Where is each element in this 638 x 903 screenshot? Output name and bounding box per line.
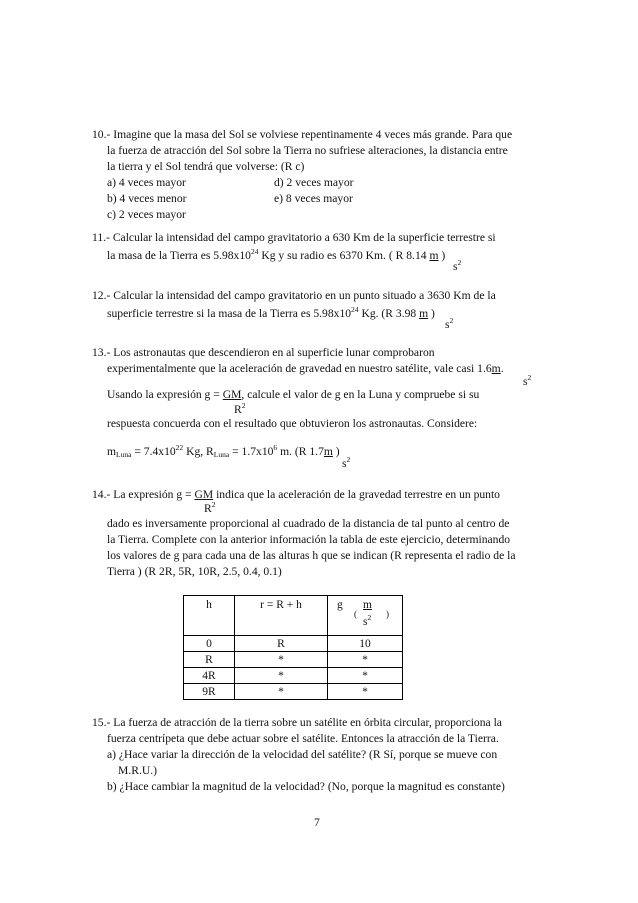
- q13-line-4: respuesta concuerda con el resultado que obtuvieron los astronautas. Considere:: [107, 417, 478, 430]
- header-g: g ( m $s^2$ ): [328, 596, 403, 636]
- q12-unit-denominator: $s^2$: [445, 316, 454, 331]
- q10-option-d: d) 2 veces mayor: [274, 176, 354, 189]
- q10-line-1: 10.- Imagine que la masa del Sol se volviese repentinamente 4 veces más grande. Para que: [92, 128, 513, 141]
- q13-line-2: experimentalmente que la aceleración de gravedad en nuestro satélite, vale casi 1.6m.: [107, 362, 504, 375]
- q12-line-1: 12.- Calcular la intensidad del campo gravitatorio en un punto situado a 3630 Km de la: [92, 289, 496, 302]
- table-header-row: [184, 596, 403, 636]
- q10-line-3: la tierra y el Sol tendrá que volverse: (R c): [107, 160, 305, 173]
- page-number: 7: [314, 816, 320, 829]
- q13-line-5-denominator: $s^2$: [342, 455, 351, 470]
- gravity-table: [183, 595, 403, 700]
- table-row: [184, 668, 403, 684]
- q14-line-1: 14.- La expresión g = GM indica que la aceleración de la gravedad terrestre en un punto: [92, 488, 500, 501]
- table-cell: *: [235, 684, 328, 700]
- header-r: r = R + h: [235, 596, 328, 636]
- table-cell: *: [235, 652, 328, 668]
- q14-formula-denominator: $R^2$: [204, 500, 216, 515]
- q13-formula-denominator: $R^2$: [234, 401, 246, 416]
- q10-option-e: e) 8 veces mayor: [274, 192, 353, 205]
- table-row: [184, 636, 403, 652]
- q10-option-b: b) 4 veces menor: [107, 192, 187, 205]
- q15-line-2: fuerza centrípeta que debe actuar sobre el satélite. Entonces la atracción de la Tierra.: [107, 732, 499, 745]
- q10-option-a: a) 4 veces mayor: [107, 176, 186, 189]
- header-h: h: [184, 596, 235, 636]
- table-cell: 10: [328, 636, 403, 652]
- q13-unit-denominator: $s^2$: [523, 373, 532, 388]
- table-cell: R: [184, 652, 235, 668]
- q11-line-2: la masa de la Tierra es $5.98x10^{24}$ Kg y su radio es 6370 Km. ( R 8.14 m ): [107, 247, 446, 262]
- q15-line-5: b) ¿Hace cambiar la magnitud de la velocidad? (No, porque la magnitud es constante): [107, 780, 505, 793]
- table-cell: 4R: [184, 668, 235, 684]
- table-cell: 0: [184, 636, 235, 652]
- q15-line-1: 15.- La fuerza de atracción de la tierra sobre un satélite en órbita circular, proporciona la: [92, 716, 502, 729]
- table-row: [184, 652, 403, 668]
- q14-line-3: la Tierra. Complete con la anterior información la tabla de este ejercicio, determinando: [107, 533, 511, 546]
- table-cell: 9R: [184, 684, 235, 700]
- q11-line-1: 11.- Calcular la intensidad del campo gravitatorio a 630 Km de la superficie terrestre si: [92, 231, 496, 244]
- table-cell: *: [328, 668, 403, 684]
- table-cell: *: [328, 684, 403, 700]
- q14-line-2: dado es inversamente proporcional al cuadrado de la distancia de tal punto al centro de: [107, 517, 510, 530]
- q14-line-5: Tierra ) (R 2R, 5R, 10R, 2.5, 0.4, 0.1): [107, 565, 282, 578]
- q15-line-3: a) ¿Hace variar la dirección de la velocidad del satélite? (R Sí, porque se mueve con: [107, 748, 498, 761]
- q12-line-2: superficie terrestre si la masa de la Tierra es $5.98x10^{24}$ Kg. (R 3.98 m ): [107, 305, 435, 320]
- q10-line-2: la fuerza de atracción del Sol sobre la Tierra no sufriese alteraciones, la distancia entre: [107, 144, 508, 157]
- q15-line-4: M.R.U.): [118, 764, 157, 777]
- q13-line-5: $m_{Luna} = 7.4x10^{22}$ Kg, $R_{Luna} = 1.7x10^6$ m. (R 1.7m ): [107, 443, 340, 459]
- q13-line-1: 13.- Los astronautas que descendieron en al superficie lunar comprobaron: [92, 346, 435, 359]
- q14-line-4: los valores de g para cada una de las alturas h que se indican (R representa el radio de la: [107, 549, 516, 562]
- table-cell: R: [235, 636, 328, 652]
- q13-line-3: Usando la expresión g = GM, calcule el valor de g en la Luna y compruebe si su: [107, 388, 480, 401]
- q11-unit-denominator: $s^2$: [453, 258, 462, 273]
- table-row: [184, 684, 403, 700]
- table-cell: *: [235, 668, 328, 684]
- table-cell: *: [328, 652, 403, 668]
- q10-option-c: c) 2 veces mayor: [107, 208, 186, 221]
